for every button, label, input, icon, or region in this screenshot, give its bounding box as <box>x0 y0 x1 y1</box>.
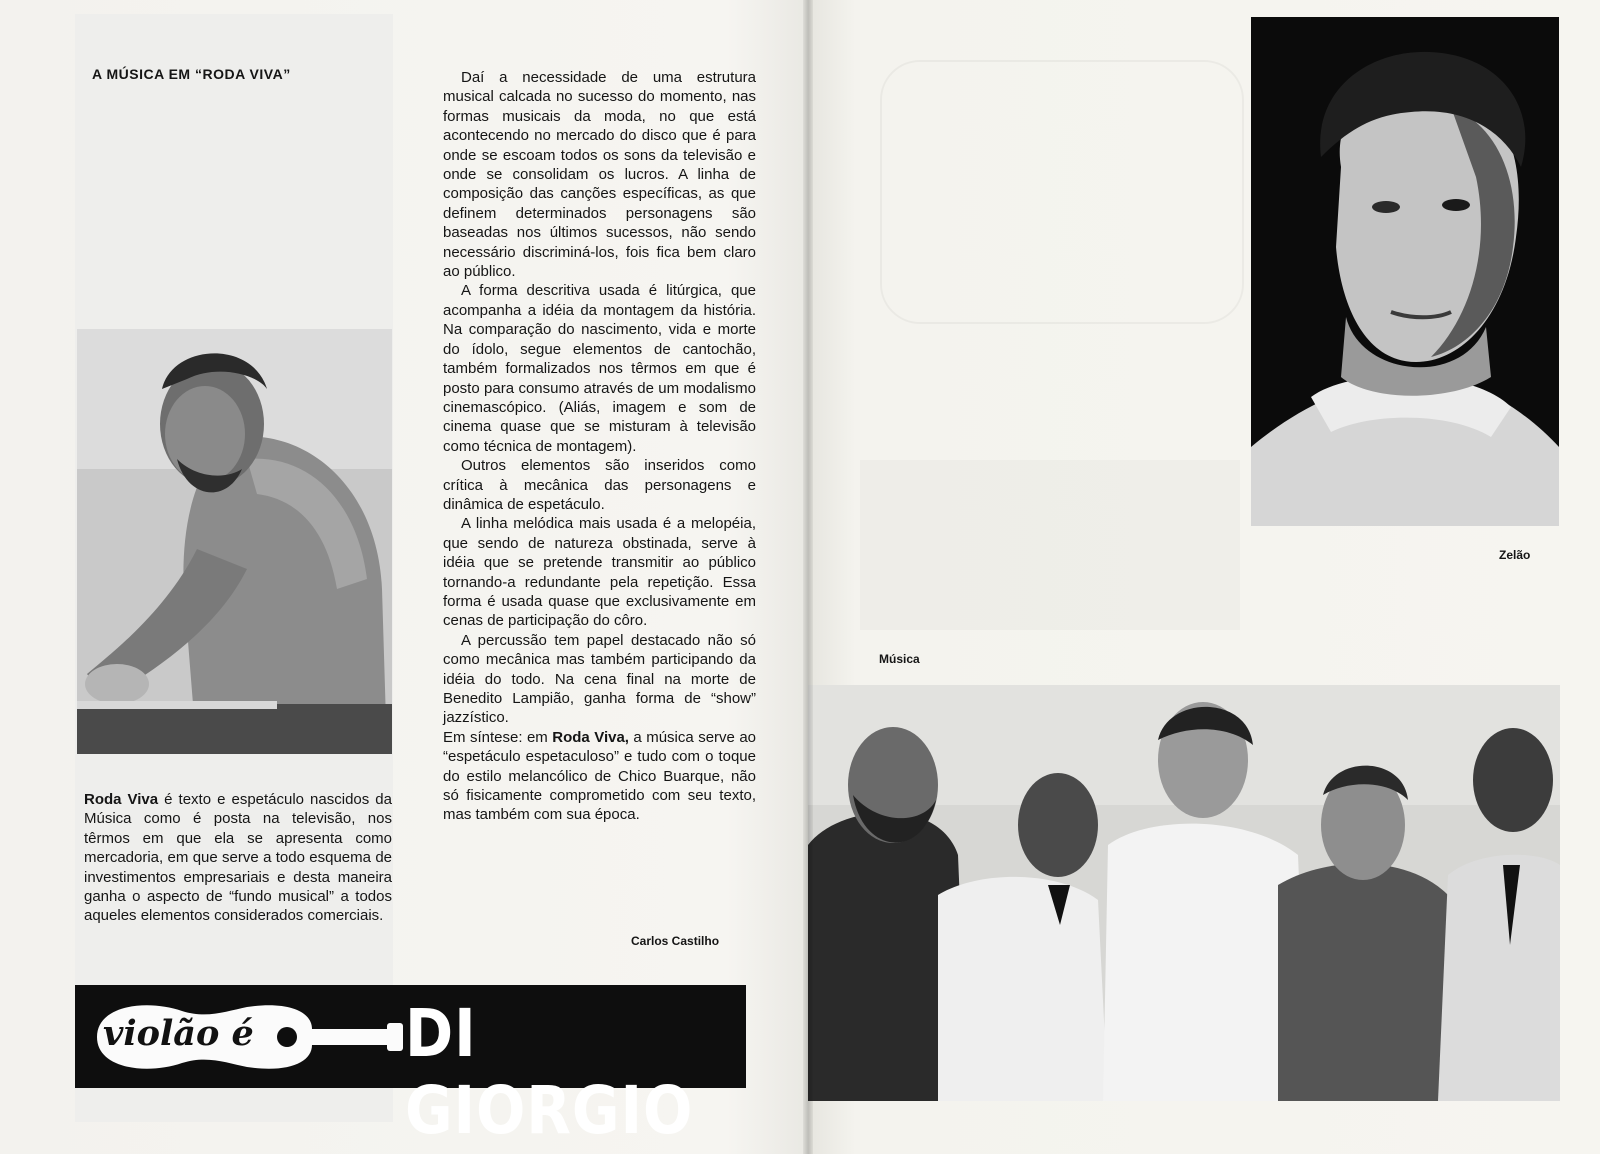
article-paragraph <box>443 728 756 825</box>
article-paragraph: Daí a necessidade de uma estrutura musical calcada no sucesso do momento, nas formas musicais da moda, no que está acontecendo no mercado do disco que é para onde se escoam todos os sons da televisão e onde se consolidam os lucros. A linha de composição das canções específicas, as que definem determinados personagens são baseadas nos últimos sucessos, não sendo necessário discriminá-los, fois fica bem claro ao público. <box>443 69 756 281</box>
article-paragraph: A percussão tem papel destacado não só como mecânica mas também participando da idéia do todo. Na cena final na morte de Benedito Lampião, ganha forma de “show” jazzístico. <box>443 631 756 727</box>
pianist-photo <box>77 329 392 754</box>
group-photo-caption: Música <box>879 652 920 666</box>
portrait-photo <box>1251 17 1559 526</box>
article-paragraph: Outros elementos são inseridos como crítica à mecânica das personagens e dinâmica de espetáculo. <box>443 457 756 513</box>
bleed-through-shape <box>880 60 1244 324</box>
photo-caption <box>84 790 392 926</box>
pianist-illustration <box>77 329 392 754</box>
ad-brand-name: DI GIORGIO <box>405 995 694 1149</box>
group-illustration <box>808 685 1560 1101</box>
article-text: a música serve ao “espetáculo espetaculoso” e tudo com o toque do estilo melancólico de Chico Buarque, não só fisicamente comprometido com seu texto, mas também com sua época. <box>443 728 757 824</box>
bleed-through-shape <box>860 460 1240 630</box>
advertisement-banner <box>75 985 746 1149</box>
caption-lead: Roda Viva <box>84 791 159 808</box>
page-gutter <box>803 0 813 1154</box>
author-signature: Carlos Castilho <box>631 934 720 948</box>
article-paragraph: A forma descritiva usada é litúrgica, que acompanha a idéia da montagem da história. Na comparação do nascimento, vida e morte do ídolo, segue elementos de cantochão, também formalizados nos têrmos em que é posto para consumo através de um modalismo cinemascópico. (Aliás, imagem e som de cinema quase que se misturam à televisão como técnica de montagem). <box>443 282 756 455</box>
article-bold-text: Roda Viva, <box>552 728 629 746</box>
caption-text: é texto e espetáculo nascidos da Música como é posta na televisão, nos têrmos em que ela se apresenta como mercadoria, em que serve a todo esquema de investimentos empresariais e desta maneira ganha o aspecto de “fundo musical” a todos aqueles elementos considerados comerciais. <box>84 791 392 925</box>
article-paragraph: A linha melódica mais usada é a melopéia, que sendo de natureza obstinada, serve à idéia que se pretende transmitir ao público tornando-a redundante pela repetição. Essa forma é usada quase que exclusivamente em cenas de participação do côro. <box>443 515 756 630</box>
article-body <box>443 68 756 825</box>
portrait-illustration <box>1251 17 1559 526</box>
article-heading: A MÚSICA EM “RODA VIVA” <box>92 66 291 82</box>
ad-script-text: violão é <box>103 1013 254 1054</box>
portrait-caption: Zelão <box>1499 548 1531 562</box>
group-photo <box>808 685 1560 1101</box>
article-text: Em síntese: em <box>443 728 553 746</box>
